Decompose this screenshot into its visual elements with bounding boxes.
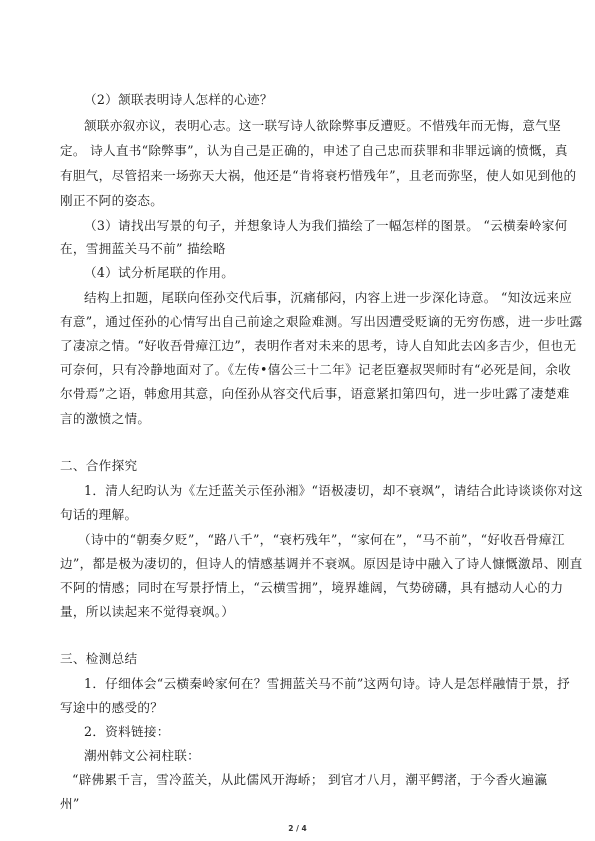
answer-4-line-6: 言的激愤之情。 [60,411,151,426]
couplet-title: 潮州韩文公祠柱联： [84,748,201,763]
exercise-1-line-1: 1．清人纪昀认为《左迁蓝关示侄孙湘》“语极凄切，却不衰飒”，请结合此诗谈谈你对这 [84,483,583,498]
section-2-heading: 二、合作探究 [60,458,138,473]
question-2-heading: （2）颔联表明诗人怎样的心迹？ [84,92,273,107]
test-1-line-2: 写途中的感受的？ [60,700,164,715]
answer-4-line-1: 结构上扣题，尾联向侄孙交代后事，沉痛郁闷，内容上进一步深化诗意。 “知汝远来应 [84,290,573,305]
exercise-1-answer-3: 不阿的情感；同时在写景抒情上，“云横雪拥”，境界雄阔，气势磅礴，具有撼动人心的力 [60,580,564,595]
page-number: 2 / 4 [288,824,307,833]
answer-2-line-1: 颔联亦叙亦议，表明心志。这一联写诗人欲除弊事反遭贬。不惜残年而无悔，意气坚 [84,118,562,133]
answer-4-line-5: 尔骨焉”之语，韩愈用其意，向侄孙从容交代后事，语意紧扣第四句，进一步吐露了凄楚难 [60,386,570,401]
exercise-1-answer-1: （诗中的“朝奏夕贬”，“路八千”，“衰朽残年”，“家何在”，“马不前”，“好收吾骨瘴江 [78,532,565,547]
answer-4-line-4: 可奈何，只有冷静地面对了。《左传•僖公三十二年》记老臣蹇叔哭师时有“必死是间，余收 [60,362,572,377]
answer-4-line-3: 了凄凉之情。“好收吾骨瘴江边”，表明作者对未来的思考，诗人自知此去凶多吉少，但也无 [60,338,577,353]
couplet-line-1: “辟佛累千言，雪冷蓝关，从此儒风开海峤； 到官才八月，潮平鳄渚，于今香火遍瀛 [72,772,548,787]
exercise-1-answer-4: 量，所以读起来不觉得衰飒。） [60,604,235,619]
test-1-line-1: 1．仔细体会“云横秦岭家何在？雪拥蓝关马不前”这两句诗。诗人是怎样融情于景，抒 [84,676,570,691]
question-3-line-1: （3）请找出写景的句子，并想象诗人为我们描绘了一幅怎样的图景。 “云横秦岭家何 [84,218,568,233]
question-3-line-2: 在，雪拥蓝关马不前” 描绘略 [60,241,226,256]
question-4-heading: （4）试分析尾联的作用。 [84,265,235,280]
couplet-line-2: 州” [60,796,80,811]
exercise-1-answer-2: 边”，都是极为凄切的，但诗人的情感基调并不衰飒。原因是诗中融入了诗人慷慨激昂、刚直 [60,556,583,571]
exercise-1-line-2: 句话的理解。 [60,507,138,522]
section-3-heading: 三、检测总结 [60,651,138,666]
answer-2-line-3: 有胆气，尽管招来一场弥天大祸，他还是“肯将衰朽惜残年”，且老而弥坚，使人如见到他的 [60,168,577,183]
answer-2-line-4: 刚正不阿的姿态。 [60,193,164,208]
answer-4-line-2: 有意”，通过侄孙的心情写出自己前途之艰险难测。写出因遭受贬谪的无穷伤感，进一步吐露 [60,314,583,329]
resource-link-heading: 2．资料链接： [84,724,170,739]
answer-2-line-2: 定。 诗人直书“除弊事”，认为自己是正确的，申述了自己忠而获罪和非罪远谪的愤慨，真 [60,143,568,158]
